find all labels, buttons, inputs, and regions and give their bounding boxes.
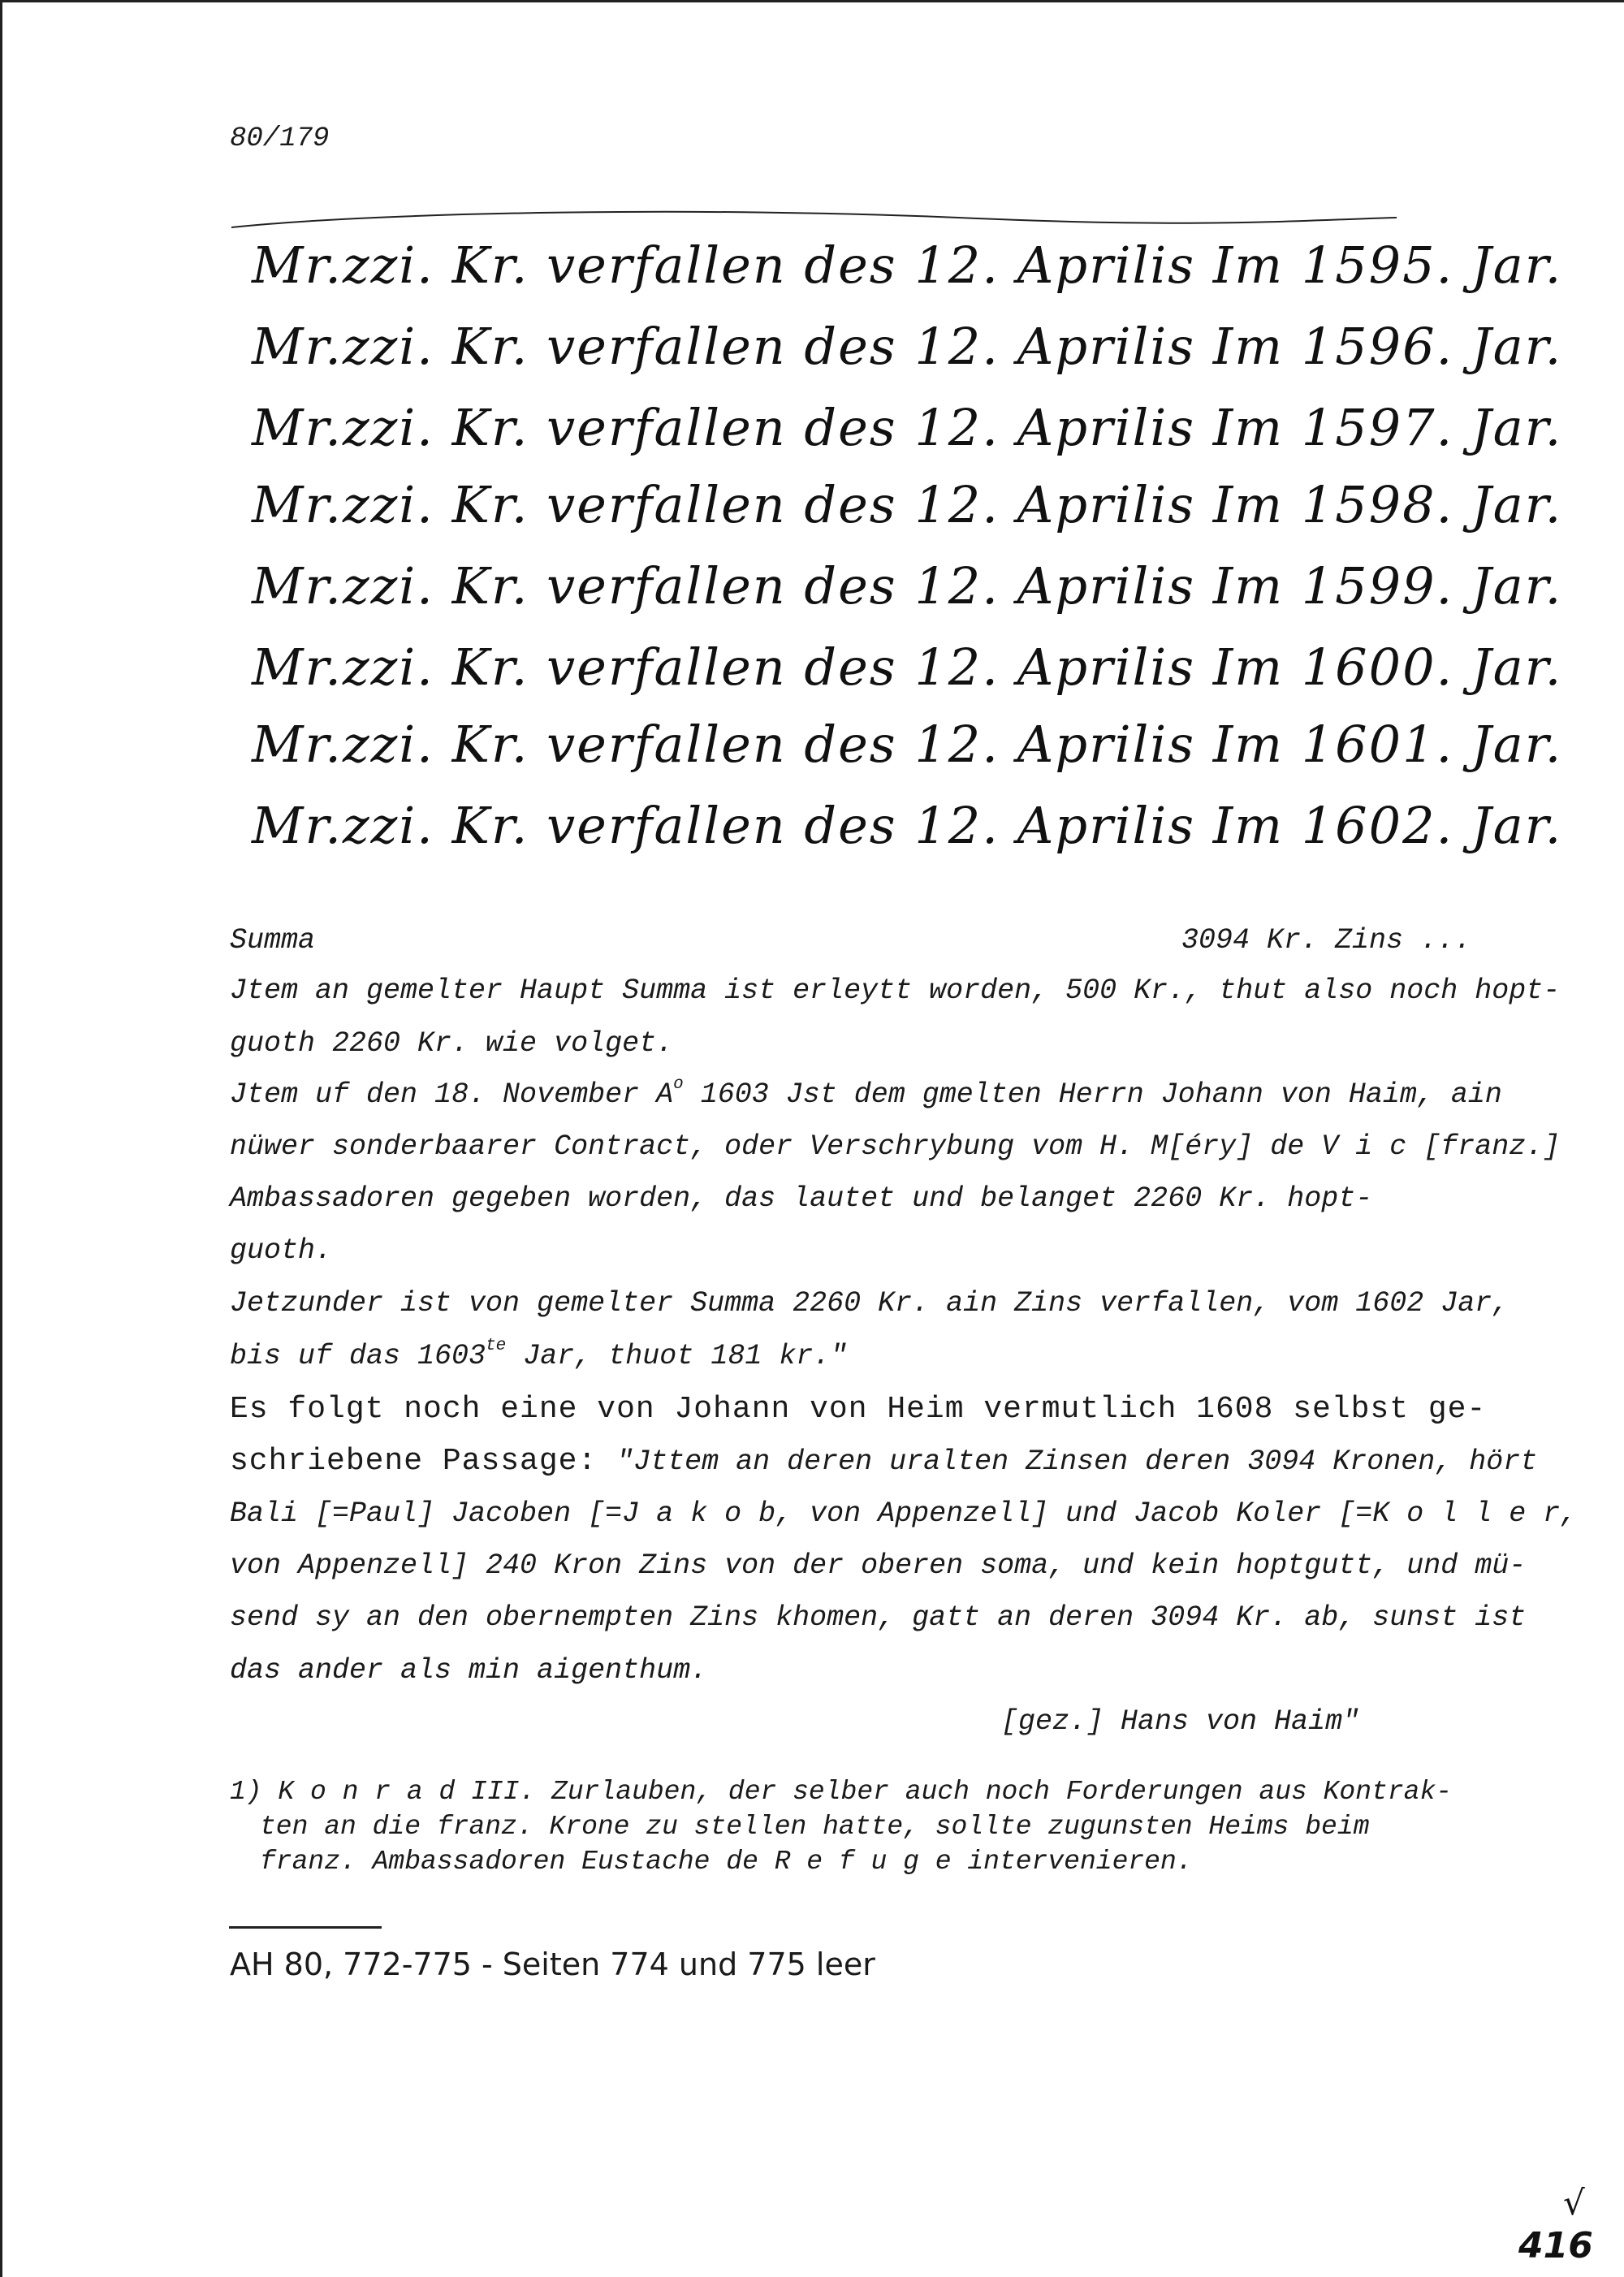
transcription-line: guoth. — [230, 1234, 333, 1267]
commentary-line: Bali [=Paul] Jacoben [=J a k o b, von Appenzell] und Jacob Koler [=K o l l e r, — [230, 1497, 1578, 1530]
manuscript-line: Mr.zzi. Kr. verfallen des 12. Aprilis Im 1600. Jar. — [252, 637, 1563, 697]
summa-label: Summa — [230, 924, 316, 957]
commentary-line: von Appenzell] 240 Kron Zins von der oberen soma, und kein hoptgutt, und mü- — [230, 1549, 1527, 1582]
source-reference: AH 80, 772-775 - Seiten 774 und 775 leer — [230, 1946, 875, 1982]
transcription-line — [230, 1337, 848, 1372]
commentary-line: send sy an den obernempten Zins khomen, gatt an deren 3094 Kr. ab, sunst ist — [230, 1601, 1527, 1634]
transcription-text: 1603 Jst dem gmelten Herrn Johann von Haim, ain — [683, 1078, 1502, 1111]
transcription-line: Ambassadoren gegeben worden, das lautet und belanget 2260 Kr. hopt- — [230, 1182, 1373, 1215]
transcription-text: bis uf das 1603 — [230, 1340, 486, 1372]
superscript: o — [673, 1075, 684, 1095]
document-reference: 80/179 — [230, 123, 330, 154]
manuscript-line: Mr.zzi. Kr. verfallen des 12. Aprilis Im 1599. Jar. — [252, 556, 1563, 616]
footnote-line: ten an die franz. Krone zu stellen hatte, sollte zugunsten Heims beim — [260, 1812, 1370, 1842]
manuscript-line: Mr.zzi. Kr. verfallen des 12. Aprilis Im 1595. Jar. — [252, 235, 1563, 295]
transcription-line: guoth 2260 Kr. wie volget. — [230, 1027, 674, 1060]
transcription-line: Jetzunder ist von gemelter Summa 2260 Kr. ain Zins verfallen, vom 1602 Jar, — [230, 1287, 1510, 1320]
commentary-line — [230, 1444, 1537, 1479]
commentary-quote: "Jttem an deren uralten Zinsen deren 3094 Kronen, hört — [616, 1445, 1538, 1478]
manuscript-top-edge — [227, 203, 1405, 235]
manuscript-line: Mr.zzi. Kr. verfallen des 12. Aprilis Im 1597. Jar. — [252, 398, 1563, 457]
manuscript-line: Mr.zzi. Kr. verfallen des 12. Aprilis Im 1598. Jar. — [252, 475, 1563, 534]
summa-value: 3094 Kr. Zins ... — [1181, 924, 1472, 957]
transcription-text: Jar, thuot 181 kr." — [506, 1340, 848, 1372]
page-top-edge — [0, 0, 1624, 2]
manuscript-line: Mr.zzi. Kr. verfallen des 12. Aprilis Im 1602. Jar. — [252, 796, 1563, 855]
superscript: te — [486, 1337, 507, 1356]
transcription-line: Jtem an gemelter Haupt Summa ist erleytt worden, 500 Kr., thut also noch hopt- — [230, 974, 1561, 1007]
commentary-text: schriebene Passage: — [230, 1444, 617, 1479]
transcription-line — [230, 1075, 1502, 1111]
check-mark: √ — [1563, 2183, 1585, 2223]
footnote-line: franz. Ambassadoren Eustache de R e f u g e intervenieren. — [260, 1847, 1193, 1877]
page-left-edge — [0, 0, 2, 2277]
transcription-text: Jtem uf den 18. November A — [230, 1078, 674, 1111]
manuscript-line: Mr.zzi. Kr. verfallen des 12. Aprilis Im 1596. Jar. — [252, 317, 1563, 376]
manuscript-line: Mr.zzi. Kr. verfallen des 12. Aprilis Im 1601. Jar. — [252, 715, 1563, 774]
signature: [gez.] Hans von Haim" — [1001, 1705, 1360, 1738]
commentary-line: das ander als min aigenthum. — [230, 1654, 708, 1687]
transcription-line: nüwer sonderbaarer Contract, oder Verschrybung vom H. M[éry] de V i c [franz.] — [230, 1130, 1561, 1163]
footnote-line: 1) K o n r a d III. Zurlauben, der selber auch noch Forderungen aus Kontrak- — [230, 1777, 1453, 1807]
commentary-line: Es folgt noch eine von Johann von Heim vermutlich 1608 selbst ge- — [230, 1392, 1487, 1427]
footnote-divider — [229, 1926, 382, 1929]
page-number: 416 — [1518, 2225, 1593, 2266]
